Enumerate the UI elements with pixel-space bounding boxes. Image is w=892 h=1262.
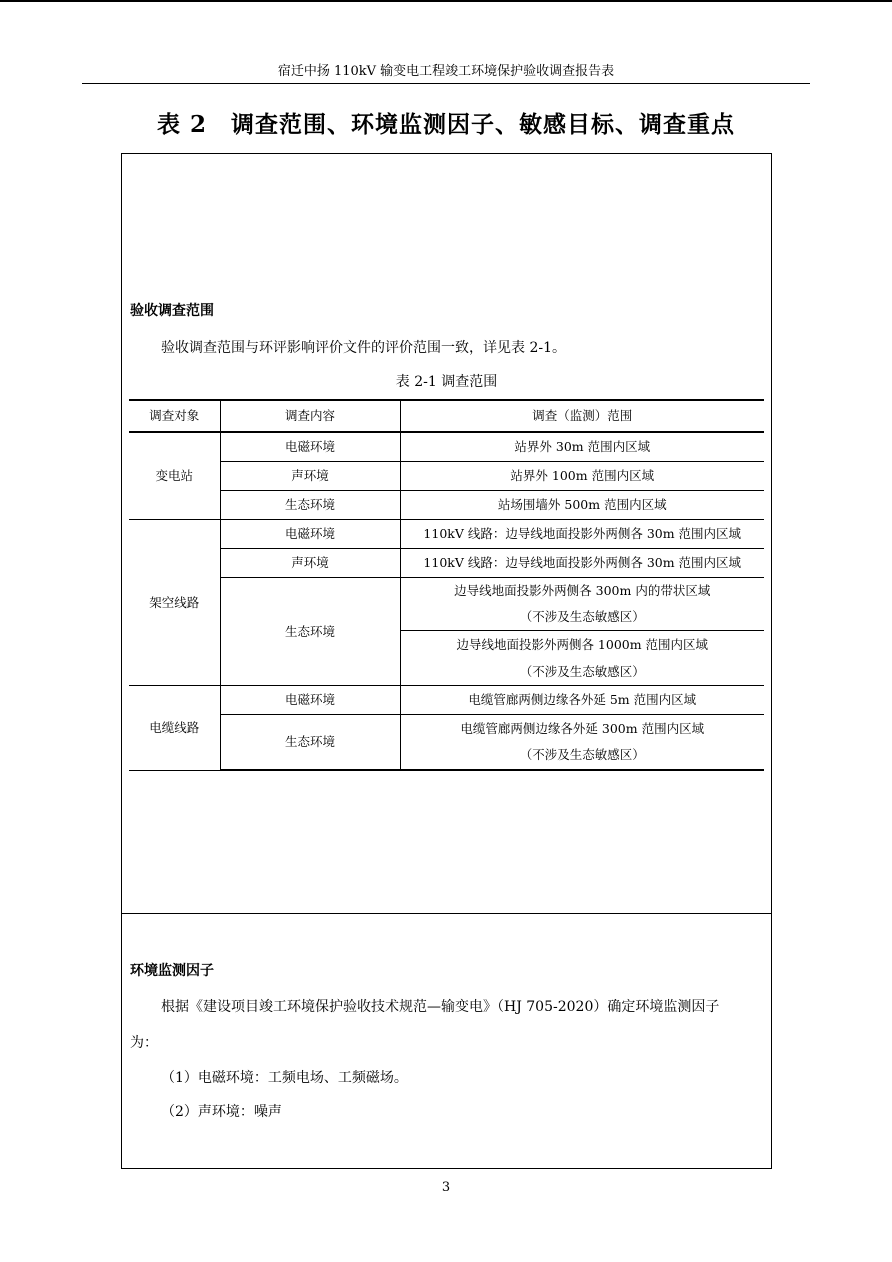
header-cell: 调查（监测）范围 <box>400 400 764 432</box>
scope-note: （不涉及生态敏感区） <box>519 747 645 762</box>
monitoring-item-electromagnetic: （1）电磁环境：工频电场、工频磁场。 <box>161 1070 408 1086</box>
object-cell: 架空线路 <box>129 520 220 686</box>
monitoring-paragraph-line1: 根据《建设项目竣工环境保护验收技术规范—输变电》（HJ 705-2020）确定环境监测因子 <box>161 999 720 1015</box>
frame-divider <box>121 913 772 914</box>
top-border-line <box>0 0 892 2</box>
table-row <box>129 462 764 491</box>
table-caption: 表 2-1 调查范围 <box>395 374 498 390</box>
object-cell: 电缆线路 <box>129 686 220 771</box>
section-heading-monitoring: 环境监测因子 <box>130 963 214 979</box>
scope-cell: 110kV 线路：边导线地面投影外两侧各 30m 范围内区域 <box>400 549 764 578</box>
content-cell: 生态环境 <box>220 491 400 520</box>
table-header-row <box>129 400 764 432</box>
content-cell: 声环境 <box>220 549 400 578</box>
content-cell: 生态环境 <box>220 715 400 771</box>
table-row <box>129 549 764 578</box>
page-number: 3 <box>441 1180 451 1195</box>
scope-cell: 站界外 30m 范围内区域 <box>400 432 764 462</box>
content-cell: 声环境 <box>220 462 400 491</box>
header-cell: 调查对象 <box>129 400 220 432</box>
scope-cell <box>400 631 764 686</box>
scope-cell: 电缆管廊两侧边缘各外延 5m 范围内区域 <box>400 686 764 715</box>
table-row <box>129 578 764 631</box>
scope-line: 边导线地面投影外两侧各 1000m 范围内区域 <box>456 637 709 652</box>
scope-paragraph: 验收调查范围与环评影响评价文件的评价范围一致，详见表 2-1。 <box>161 340 566 356</box>
scope-table <box>129 399 764 771</box>
table-row <box>129 520 764 549</box>
scope-line: 边导线地面投影外两侧各 300m 内的带状区域 <box>454 583 711 598</box>
monitoring-item-noise: （2）声环境：噪声 <box>161 1104 282 1120</box>
scope-note: （不涉及生态敏感区） <box>519 664 645 679</box>
running-header: 宿迁中扬 110kV 输变电工程竣工环境保护验收调查报告表 <box>277 64 615 79</box>
page-title: 表 2 调查范围、环境监测因子、敏感目标、调查重点 <box>156 111 735 138</box>
table-row <box>129 715 764 771</box>
scope-cell <box>400 578 764 631</box>
scope-note: （不涉及生态敏感区） <box>519 609 645 624</box>
content-cell: 电磁环境 <box>220 520 400 549</box>
header-cell: 调查内容 <box>220 400 400 432</box>
table-row <box>129 491 764 520</box>
content-cell: 电磁环境 <box>220 686 400 715</box>
scope-cell: 站场围墙外 500m 范围内区域 <box>400 491 764 520</box>
content-cell: 生态环境 <box>220 578 400 686</box>
header-rule <box>82 83 810 84</box>
scope-line: 电缆管廊两侧边缘各外延 300m 范围内区域 <box>460 721 705 736</box>
content-cell: 电磁环境 <box>220 432 400 462</box>
scope-cell <box>400 715 764 771</box>
table-row <box>129 432 764 462</box>
table-row <box>129 686 764 715</box>
monitoring-paragraph-line2: 为： <box>130 1035 158 1051</box>
scope-cell: 110kV 线路：边导线地面投影外两侧各 30m 范围内区域 <box>400 520 764 549</box>
object-cell: 变电站 <box>129 432 220 520</box>
section-heading-scope: 验收调查范围 <box>130 303 214 319</box>
scope-cell: 站界外 100m 范围内区域 <box>400 462 764 491</box>
